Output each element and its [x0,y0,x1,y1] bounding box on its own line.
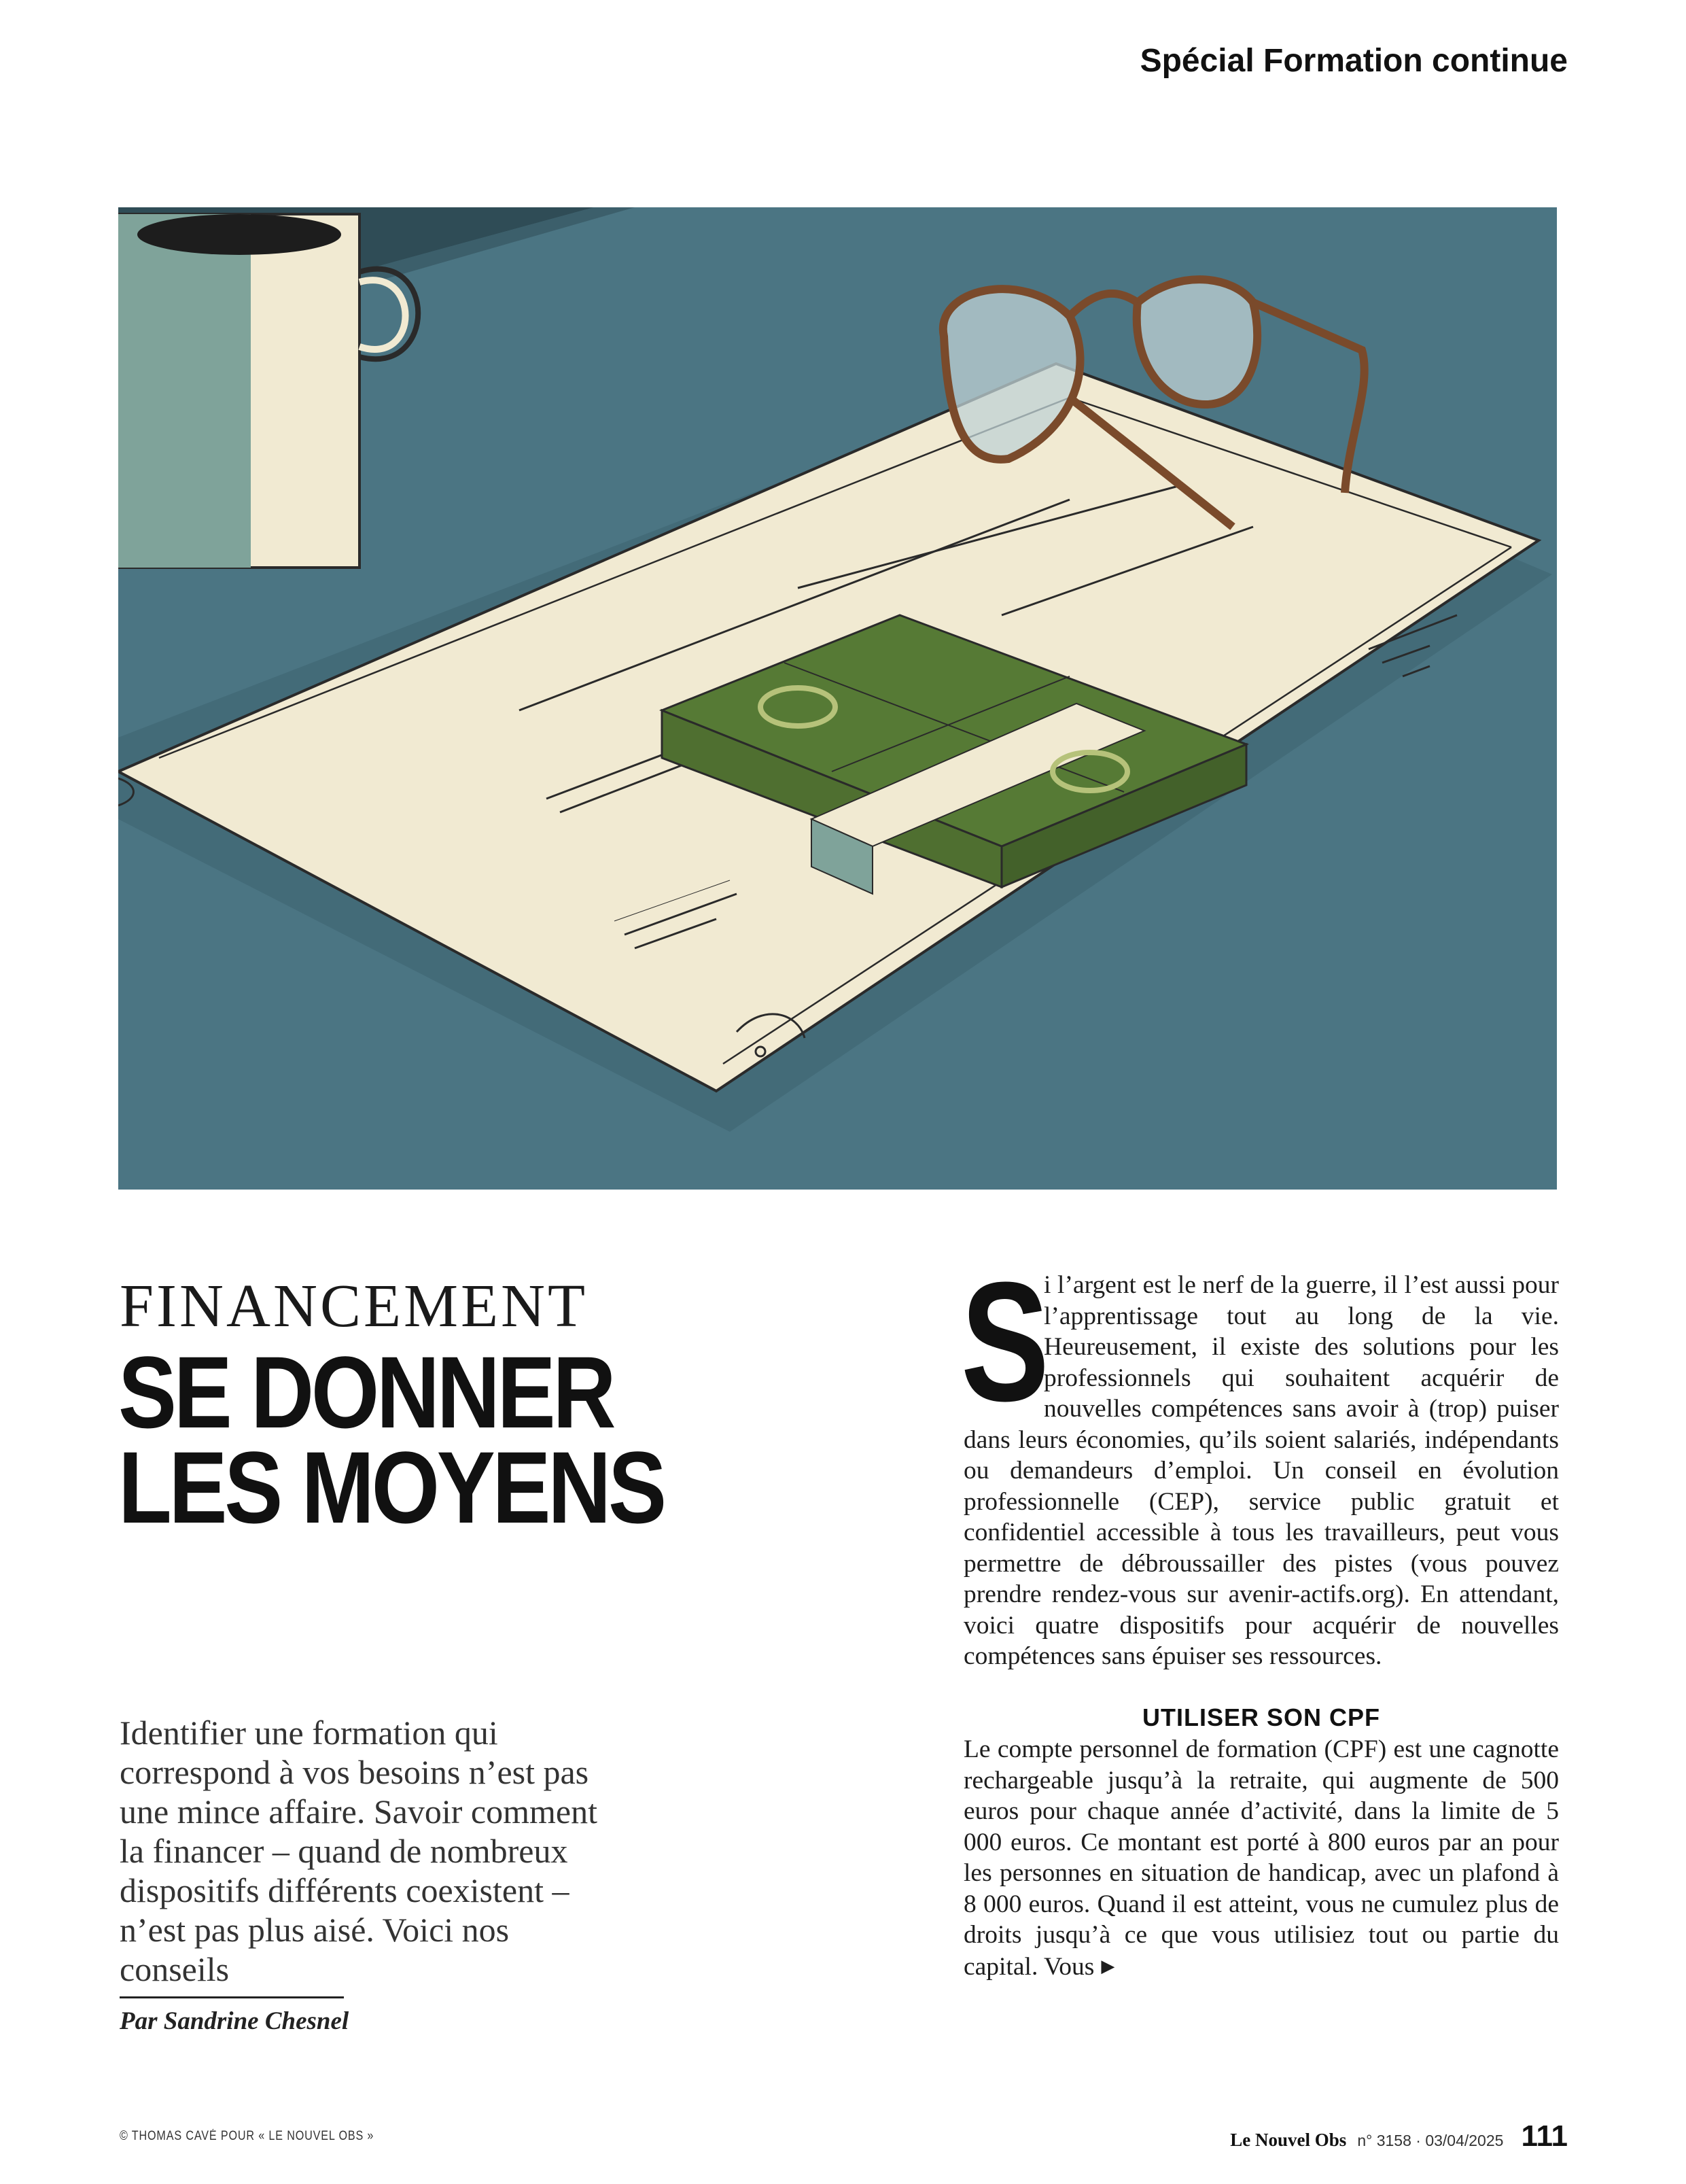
cpf-paragraph [964,1734,1559,1982]
article-byline: Par Sandrine Chesnel [120,2007,349,2035]
article-body-column [961,1247,1559,1982]
magazine-name: Le Nouvel Obs [1230,2130,1347,2150]
page-folio [1230,2119,1568,2153]
illustration-credit: © THOMAS CAVÉ POUR « LE NOUVEL OBS » [120,2129,374,2143]
intro-paragraph: i l’argent est le nerf de la guerre, il l’est aussi pour l’apprentissage tout au long de la vie. Heureusement, il existe des solutions pour les professionnels qui souhaitent acquérir de nouvelles compétences sans avoir à (trop) puiser dans leurs économies, qu’ils soient salariés, indépendants ou demandeurs d’emploi. Un conseil en évolution professionnelle (CEP), service public gratuit et confidentiel accessible à tous les travailleurs, peut vous permettre de débroussailler des pistes (vous pouvez prendre rendez-vous sur avenir-actifs.org). En attendant, voici quatre dispositifs pour acquérir de nouvelles compétences sans épuiser ses ressources. [964,1271,1559,1670]
article-kicker: FINANCEMENT [120,1272,588,1340]
section-heading-cpf: UTILISER SON CPF [1142,1703,1381,1731]
continue-arrow-icon: ▶ [1101,1956,1115,1976]
issue-info: n° 3158 · 03/04/2025 [1357,2132,1504,2149]
cpf-paragraph-text: Le compte personnel de formation (CPF) est une cagnotte rechargeable jusqu’à la retraite, qui augmente de 500 euros pour chaque année d’activité, dans la limite de 5 000 euros. Ce montant est porté à 800 euros par an pour les personnes en situation de handicap, avec un plafond à 8 000 euros. Quand il est atteint, vous ne cumulez plus de droits jusqu’à ce que vous utilisiez tout ou partie du capital. Vous [964,1735,1559,1981]
drop-cap: S [961,1247,1050,1436]
section-rubric: Spécial Formation continue [1140,43,1568,79]
headline-line-2: LES MOYENS [118,1430,664,1544]
illustration-artwork [118,207,1557,1190]
page-number: 111 [1521,2119,1568,2153]
article-standfirst: Identifier une formation qui correspond à vos besoins n’est pas une mince affaire. Savoir comment la financer – quand de nombreux dispositifs différents coexistent – n’est pas plus aisé. Voici nos conseils [120,1714,597,1988]
headline-line-1: SE DONNER [118,1335,614,1449]
byline-divider [120,1996,344,1998]
article-headline [118,1335,664,1544]
article-illustration [118,207,1557,1190]
